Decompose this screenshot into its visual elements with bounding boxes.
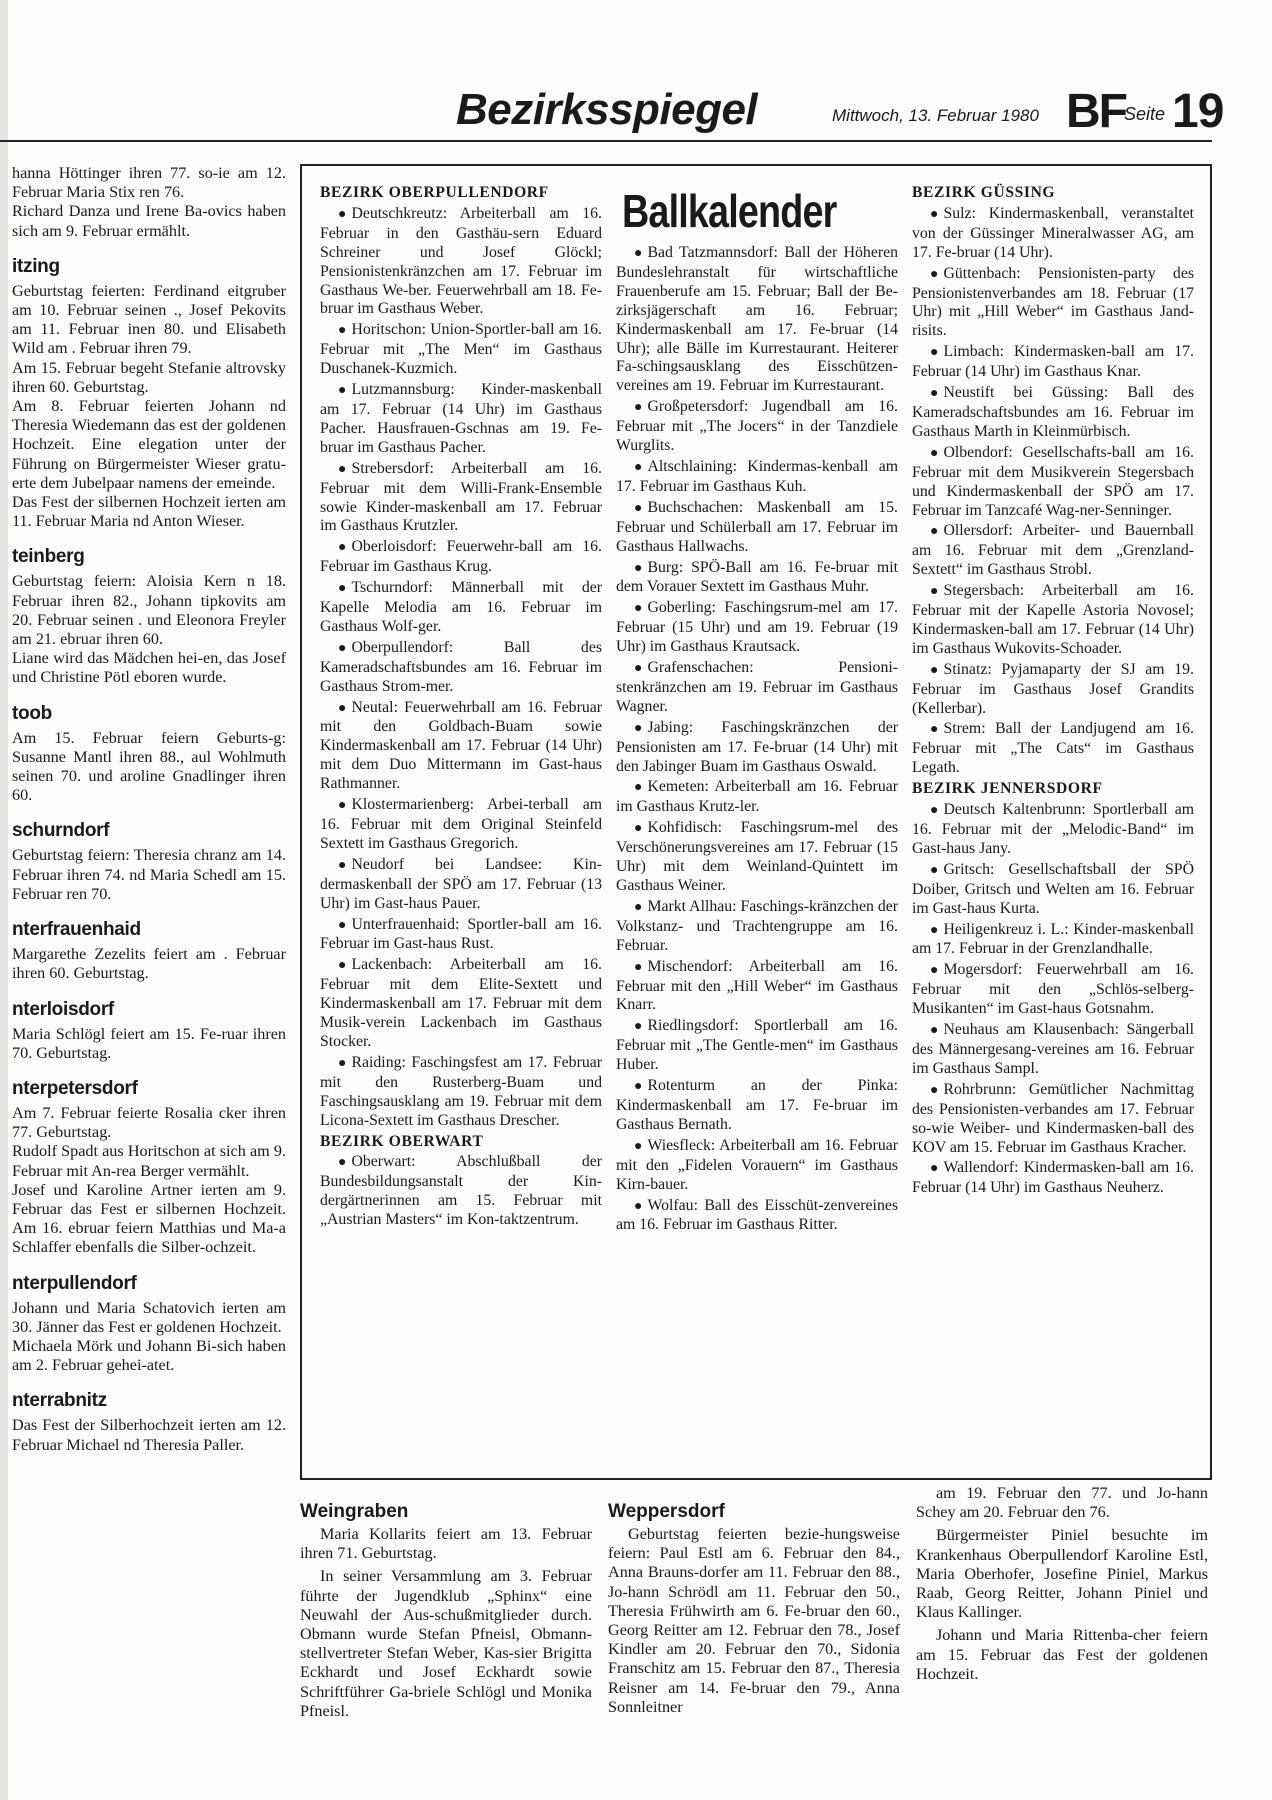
left-column-community-news [12,164,286,1455]
ball-event-text: Kohfidisch: Faschingsrum-mel des Verschönerungsvereines am 17. Februar (15 Uhr) mit dem Weinland-Quintett im Gasthaus Weiner. [616,819,898,894]
bullet-icon: ● [634,601,643,617]
community-paragraph: Geburtstag feiern: Aloisia Kern n 18. Februar ihren 82., Johann tipkovits am 20. Februar seinen . und Eleonora Freyler am 21. ebruar ihren 60. [12,572,286,649]
ball-event-item [616,1077,898,1135]
ball-event-item [912,801,1194,859]
bullet-icon: ● [338,540,347,556]
ball-event-item [912,384,1194,442]
ball-event-text: Stegersbach: Arbeiterball am 16. Februar mit der Kapelle Astoria Novosel; Kindermasken-ball am 17. Februar (14 Uhr) im Gasthaus Wukovits-Schoader. [912,582,1194,657]
bullet-icon: ● [930,1161,939,1177]
ball-event-item [320,1054,602,1131]
ball-event-text: Rotenturm an der Pinka: Kindermaskenball am 17. Fe-bruar im Gasthaus Bernath. [616,1077,898,1133]
ball-event-item [320,205,602,319]
bullet-icon: ● [634,899,643,915]
article-paragraph: am 19. Februar den 77. und Jo-hann Schey am 20. Februar den 76. [916,1484,1208,1522]
bullet-icon: ● [930,922,939,938]
community-paragraph: Geburtstag feierten: Ferdinand eitgruber am 10. Februar seinen ., Josef Pekovits am 11. Februar inen 80. und Elisabeth Wild am . Februar ihren 79. [12,281,286,358]
ball-event-item [320,639,602,697]
ball-event-item [912,861,1194,919]
ball-event-item [616,499,898,557]
weingraben-article [300,1500,592,1725]
ball-event-text: Mogersdorf: Feuerwehrball am 16. Februar mit den „Schlös-selberg-Musikanten“ im Gast-haus Gotsnahm. [912,961,1194,1018]
community-paragraph: Am 7. Februar feierte Rosalia cker ihren 77. Geburtstag. [12,1103,286,1142]
ball-event-item [912,265,1194,342]
ball-event-item [912,1081,1194,1158]
ball-event-item [616,244,898,396]
bullet-icon: ● [338,461,347,477]
bullet-icon: ● [634,661,643,677]
bullet-icon: ● [634,821,643,837]
community-heading: nterrabnitz [12,1390,107,1412]
ball-event-text: Heiligenkreuz i. L.: Kinder-maskenball am 17. Februar in der Grenzlandhalle. [912,920,1194,958]
bullet-icon: ● [930,722,939,738]
header-rule [0,140,1212,142]
ball-event-item [320,460,602,537]
bullet-icon: ● [338,917,347,933]
bullet-icon: ● [634,720,643,736]
ball-event-item [320,579,602,637]
bullet-icon: ● [338,640,347,656]
ball-event-text: Neuhaus am Klausenbach: Sängerball des Männergesang-vereines am 16. Februar im Gasthaus Sampl. [912,1021,1194,1077]
bullet-icon: ● [930,206,939,222]
district-heading: BEZIRK OBERWART [320,1132,484,1150]
ball-event-text: Ollersdorf: Arbeiter- und Bauernball am 16. Februar mit dem „Grenzland-Sextett“ im Gasthaus Strobl. [912,522,1194,579]
ball-event-text: Klostermarienberg: Arbei-terball am 16. Februar mit dem Original Steinfeld Sextett im Gasthaus Gregorich. [320,796,602,852]
ball-event-item [912,582,1194,659]
district-heading: BEZIRK GÜSSING [912,184,1056,201]
bullet-icon: ● [930,662,939,678]
ball-event-item [912,661,1194,719]
ball-event-text: Unterfrauenhaid: Sportler-ball am 16. Februar im Gast-haus Rust. [320,915,602,953]
ball-event-item [616,559,898,598]
ball-event-item [320,1153,602,1230]
ball-event-item [912,1159,1194,1198]
ball-event-text: Strebersdorf: Arbeiterball am 16. Februar mit dem Willi-Frank-Ensemble sowie Kinder-maskenball am 17. Februar im Gasthaus Krutzler. [320,459,602,535]
ballkalender-column-2 [616,184,898,1237]
bullet-icon: ● [930,266,939,282]
paper-logo: BF [1066,85,1126,138]
ball-event-item [320,956,602,1052]
bullet-icon: ● [338,383,347,399]
bullet-icon: ● [634,459,643,475]
bullet-icon: ● [930,386,939,402]
ball-event-text: Deutsch Kaltenbrunn: Sportlerball am 16. Februar mit der „Melodic-Band“ im Gast-haus Jany. [912,801,1194,857]
bullet-icon: ● [930,963,939,979]
bullet-icon: ● [338,323,347,339]
bullet-icon: ● [634,1198,643,1214]
bullet-icon: ● [634,959,643,975]
bullet-icon: ● [930,1023,939,1039]
bullet-icon: ● [634,1019,643,1035]
ball-event-text: Grafenschachen: Pensioni-stenkränzchen am 19. Februar im Gasthaus Wagner. [616,659,898,715]
bullet-icon: ● [930,345,939,361]
article-heading: Weingraben [300,1501,409,1522]
ball-event-text: Rohrbrunn: Gemütlicher Nachmittag des Pensionisten-verbandes am 17. Februar so-wie Weiber- und Kindermasken-ball des KOV am 15. Februar im Gasthaus Kracher. [912,1080,1194,1156]
ball-event-text: Limbach: Kindermasken-ball am 17. Februar (14 Uhr) im Gasthaus Knar. [912,343,1194,381]
bullet-icon: ● [338,581,347,597]
ball-event-text: Strem: Ball der Landjugend am 16. Februar mit „The Cats“ im Gasthaus Legath. [912,720,1194,777]
ball-event-item [320,321,602,379]
ball-event-item [912,921,1194,960]
ball-event-item [912,720,1194,778]
article-paragraph: In seiner Versammlung am 3. Februar führte der Jugendklub „Sphinx“ eine Neuwahl der Aus-schußmitglieder durch. Obmann wurde Stefan Pfneisl, Obmann-stellvertreter Stefan Weber, Kas-sier Brigitta Eckhardt und Josef Eckhardt sowie Schriftführer Ga-briele Schlögl und Monika Pfneisl. [300,1567,592,1720]
ball-event-text: Kemeten: Arbeiterball am 16. Februar im Gasthaus Krutz-ler. [616,778,898,816]
ball-event-item [912,961,1194,1019]
ball-event-text: Güttenbach: Pensionisten-party des Pensionistenverbandes am 18. Februar (17 Uhr) mit „Hill Weber“ im Gasthaus Jand-risits. [912,264,1194,340]
ball-event-item [616,1017,898,1075]
bullet-icon: ● [930,803,939,819]
article-paragraph: Bürgermeister Piniel besuchte im Krankenhaus Oberpullendorf Karoline Estl, Maria Oberhofer, Josefine Piniel, Markus Raab, Georg Reitter, Johann Piniel und Klaus Kallinger. [916,1526,1208,1622]
binding-gutter [0,0,8,1800]
ball-event-text: Wiesfleck: Arbeiterball am 16. Februar mit den „Fidelen Vorauern“ im Gasthaus Kirn-bauer. [616,1136,898,1193]
bullet-icon: ● [338,1155,347,1171]
ball-event-text: Neudorf bei Landsee: Kin-dermaskenball der SPÖ am 17. Februar (13 Uhr) im Gast-haus Pauer. [320,855,602,912]
ball-event-item [616,398,898,456]
ball-event-text: Raiding: Faschingsfest am 17. Februar mit den Rusterberg-Buam und Faschingsausklang am 19. Februar mit dem Licona-Sextett im Gasthaus Drescher. [320,1053,602,1129]
ball-event-text: Olbendorf: Gesellschafts-ball am 16. Februar mit dem Musikverein Stegersbach und Kindermaskenball der SPÖ am 17. Februar im Tanzcafé Wag-ner-Senninger. [912,443,1194,519]
ballkalender-column-1 [320,184,602,1232]
community-paragraph: Geburtstag feiern: Theresia chranz am 14. Februar ihren 74. nd Maria Schedl am 15. Februar ren 70. [12,846,286,903]
weppersdorf-continuation [916,1484,1208,1688]
bullet-icon: ● [338,206,347,222]
issue-date: Mittwoch, 13. Februar 1980 [832,106,1039,125]
article-heading: Weppersdorf [608,1501,725,1522]
ballkalender-column-3 [912,184,1194,1200]
page-number: 19 [1172,85,1224,138]
ball-event-text: Buchschachen: Maskenball am 15. Februar und Schülerball am 17. Februar im Gasthaus Hallwachs. [616,498,898,555]
ball-event-text: Tschurndorf: Männerball mit der Kapelle Melodia am 16. Februar im Gasthaus Wolf-ger. [320,579,602,635]
article-paragraph: Johann und Maria Rittenba-cher feiern am 15. Februar das Fest der goldenen Hochzeit. [916,1626,1208,1683]
bullet-icon: ● [930,445,939,461]
ball-event-text: Sulz: Kindermaskenball, veranstaltet von der Güssinger Mineralwasser AG, am 17. Fe-bruar (14 Uhr). [912,204,1194,261]
ball-event-text: Oberloisdorf: Feuerwehr-ball am 16. Februar im Gasthaus Krug. [320,538,602,576]
ball-event-text: Stinatz: Pyjamaparty der SJ am 19. Februar im Gasthaus Josef Grandits (Kellerbar). [912,660,1194,717]
bullet-icon: ● [930,862,939,878]
ball-event-item [616,719,898,777]
ball-event-item [616,458,898,497]
ball-event-text: Riedlingsdorf: Sportlerball am 16. Februar mit „The Gentle-men“ im Gasthaus Huber. [616,1017,898,1074]
ball-event-item [616,1197,898,1236]
community-paragraph: Maria Schlögl feiert am 15. Fe-ruar ihren 70. Geburtstag. [12,1024,286,1062]
community-paragraph: Das Fest der Silberhochzeit ierten am 12. Februar Michael nd Theresia Paller. [12,1416,286,1454]
ball-event-text: Markt Allhau: Faschings-kränzchen der Volkstanz- und Trachtengruppe am 16. Februar. [616,897,898,954]
community-heading: nterloisdorf [12,998,114,1020]
bullet-icon: ● [930,524,939,540]
ball-event-item [320,381,602,458]
ball-event-item [912,205,1194,263]
bullet-icon: ● [634,780,643,796]
bullet-icon: ● [634,400,643,416]
ball-event-text: Neustift bei Güssing: Ball des Kameradschaftsbundes am 16. Februar im Gasthaus Marth in Kleinmürbisch. [912,384,1194,440]
ball-event-text: Oberwart: Abschlußball der Bundesbildungsanstalt der Kin-dergärtnerinnen am 15. Februar mit „Austrian Masters“ im Kon-taktzentrum. [320,1153,602,1229]
ball-event-text: Goberling: Faschingsrum-mel am 17. Februar (15 Uhr) und am 19. Februar (19 Uhr) im Gasthaus Krautsack. [616,599,898,656]
ball-event-item [912,444,1194,521]
community-paragraph: Josef und Karoline Artner ierten am 9. Februar das Fest er silbernen Hochzeit. Am 16. ebruar feiern Matthias und Ma-a Schlaffer ebenfalls die Silber-ochzeit. [12,1180,286,1257]
community-heading: nterfrauenhaid [12,919,141,941]
community-paragraph: Rudolf Spadt aus Horitschon at sich am 9. Februar mit An-rea Berger vermählt. [12,1142,286,1180]
community-paragraph: Das Fest der silbernen Hochzeit ierten am 11. Februar Maria nd Anton Wieser. [12,493,286,531]
ball-event-item [320,856,602,914]
community-paragraph: Michaela Mörk und Johann Bi-sich haben am 2. Februar gehei-atet. [12,1336,286,1375]
page-label: Seite [1124,104,1166,124]
community-heading: nterpetersdorf [12,1077,138,1099]
ball-event-text: Horitschon: Union-Sportler-ball am 16. Februar mit „The Men“ im Gasthaus Duschanek-Kuzmich. [320,321,602,378]
section-title: Bezirksspiegel [456,85,758,134]
ball-event-item [616,778,898,817]
community-paragraph: hanna Höttinger ihren 77. so-ie am 12. Februar Maria Stix ren 76. [12,164,286,202]
ball-event-text: Neutal: Feuerwehrball am 16. Februar mit den Goldbach-Buam sowie Kindermaskenball am 17. Februar (14 Uhr) mit dem Duo Mittermann im Gast-haus Rathmanner. [320,698,602,793]
bullet-icon: ● [930,584,939,600]
community-paragraph: Richard Danza und Irene Ba-ovics haben sich am 9. Februar ermählt. [12,202,286,240]
community-heading: nterpullendorf [12,1272,137,1294]
bullet-icon: ● [634,246,643,261]
ball-event-item [912,522,1194,580]
weppersdorf-article [608,1500,900,1721]
ballkalender-title: Ballkalender [622,185,837,237]
article-paragraph: Maria Kollarits feiert am 13. Februar ihren 71. Geburtstag. [300,1525,592,1563]
bullet-icon: ● [634,1079,643,1095]
ball-event-text: Altschlaining: Kindermas-kenball am 17. Februar im Gasthaus Kuh. [616,457,898,495]
community-heading: schurndorf [12,820,110,842]
ball-event-item [616,599,898,657]
ball-event-item [616,958,898,1016]
bullet-icon: ● [634,560,643,576]
community-paragraph: Liane wird das Mädchen hei-en, das Josef und Christine Pötl eboren wurde. [12,649,286,687]
ball-event-item [616,819,898,896]
ball-event-text: Deutschkreutz: Arbeiterball am 16. Februar in den Gasthäu-sern Eduard Schreiner und Josef Glöckl; Pensionistenkränzchen am 17. Februar im Gasthaus We-ber. Feuerwehrball am 18. Fe-bruar im Gasthaus Weber. [320,204,602,318]
ball-event-item [616,659,898,717]
ball-event-text: Gritsch: Gesellschaftsball der SPÖ Doiber, Gritsch und Welten am 16. Februar im Gast-haus Kurta. [912,860,1194,917]
ball-event-item [320,699,602,795]
ball-event-text: Bad Tatzmannsdorf: Ball der Höheren Bundeslehranstalt für wirtschaftliche Frauenberufe am 15. Februar; Ball der Be-zirksjägerschaft am 16. Februar; Kindermaskenball am 17. Fe-bruar (14 Uhr); alle Bälle im Kurrestaurant. Heiterer Fa-schingsausklang des Eisschützen-vereines am 19. Februar im Kurrestaurant. [616,244,898,395]
ball-event-item [912,343,1194,382]
ball-event-item [616,1137,898,1195]
ball-event-text: Lutzmannsburg: Kinder-maskenball am 17. Februar (14 Uhr) im Gasthaus Pacher. Hausfrauen-Gschnas am 19. Fe-bruar im Gasthaus Pacher. [320,381,602,456]
community-paragraph: Am 15. Februar begeht Stefanie altrovsky ihren 60. Geburtstag. [12,358,286,396]
community-heading: teinberg [12,546,85,568]
ball-event-text: Wallendorf: Kindermasken-ball am 16. Februar (14 Uhr) im Gasthaus Neuherz. [912,1159,1194,1197]
ball-event-text: Burg: SPÖ-Ball am 16. Fe-bruar mit dem Vorauer Sextett im Gasthaus Muhr. [616,558,898,596]
community-paragraph: Am 8. Februar feierten Johann nd Theresia Wiedemann das est der goldenen Hochzeit. Eine elegation unter der Führung on Bürgermeister Wieser gratu-erte dem Jubelpaar namens der emeinde. [12,397,286,492]
bullet-icon: ● [634,1138,643,1154]
ball-event-text: Lackenbach: Arbeiterball am 16. Februar mit dem Elite-Sextett und Kindermaskenball am 17. Februar mit dem Musik-verein Lackenbach im Gasthaus Stocker. [320,956,602,1050]
ball-event-text: Großpetersdorf: Jugendball am 16. Februar mit „The Jocers“ in der Tanzdiele Wurglits. [616,398,898,455]
bullet-icon: ● [338,1055,347,1071]
district-heading: BEZIRK JENNERSDORF [912,780,1103,798]
ball-event-item [320,916,602,955]
ball-event-item [616,898,898,956]
ball-event-item [912,1021,1194,1079]
ball-event-item [320,796,602,854]
ball-event-text: Wolfau: Ball des Eisschüt-zenvereines am 16. Februar im Gasthaus Ritter. [616,1196,898,1234]
community-paragraph: Margarethe Zezelits feiert am . Februar ihren 60. Geburtstag. [12,945,286,983]
bullet-icon: ● [338,958,347,974]
community-paragraph: Am 15. Februar feiern Geburts-g: Susanne Mantl ihren 88., aul Wohlmuth seinen 70. und aroline Gnadlinger ihren 60. [12,728,286,805]
community-heading: toob [12,702,52,724]
ball-event-text: Jabing: Faschingskränzchen der Pensionisten am 17. Fe-bruar (14 Uhr) mit den Jabinger Buam im Gasthaus Oswald. [616,718,898,775]
bullet-icon: ● [338,798,347,814]
bullet-icon: ● [930,1082,939,1098]
article-paragraph: Geburtstag feierten bezie-hungsweise feiern: Paul Estl am 6. Februar den 84., Anna Brauns-dorfer am 11. Februar den 88., Jo-hann Schrödl am 11. Februar den 50., Theresia Frühwirth am 6. Fe-bruar den 60., Georg Reitter am 12. Februar den 78., Josef Kindler am 20. Februar den 70., Sidonia Franschitz am 15. Februar den 87., Theresia Reisner am 14. Fe-bruar den 79., Anna Sonnleitner [608,1525,900,1716]
ball-event-text: Oberpullendorf: Ball des Kameradschaftsbundes am 16. Februar im Gasthaus Strom-mer. [320,638,602,695]
community-heading: itzing [12,255,60,277]
community-paragraph: Johann und Maria Schatovich ierten am 30. Jänner das Fest er goldenen Hochzeit. [12,1298,286,1336]
ball-event-item [320,538,602,577]
district-heading: BEZIRK OBERPULLENDORF [320,184,549,201]
ball-event-text: Mischendorf: Arbeiterball am 16. Februar mit den „Hill Weber“ im Gasthaus Knarr. [616,957,898,1014]
bullet-icon: ● [338,857,347,873]
bullet-icon: ● [634,500,643,516]
bullet-icon: ● [338,700,347,716]
